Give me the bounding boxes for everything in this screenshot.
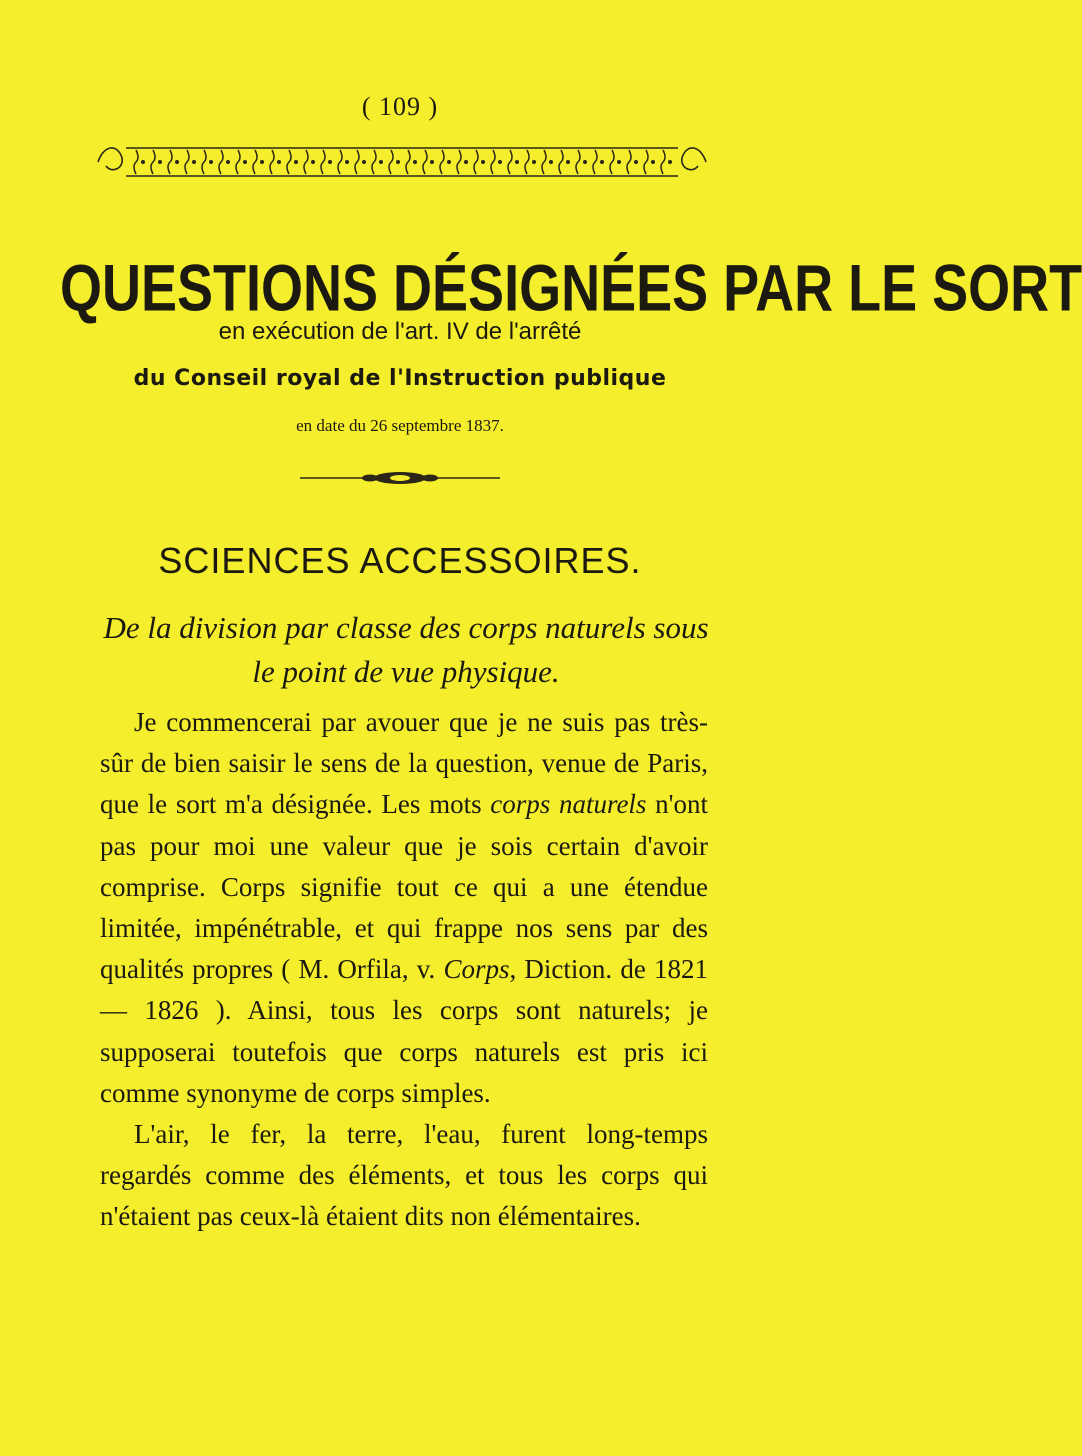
paragraph-2: L'air, le fer, la terre, l'eau, furent long-temps regardés comme des éléments, et tous les corps qui n'étaient pas ceux-là étaient dits non élémentaires.: [100, 1119, 708, 1232]
ornament-link: [406, 150, 410, 174]
ornament-dot: [413, 160, 417, 164]
ornament-dot: [396, 160, 400, 164]
ornament-link: [525, 150, 529, 174]
ornament-dot: [379, 160, 383, 164]
subtitle-line-2: du Conseil royal de l'Instruction publique: [133, 366, 667, 391]
ornament-link: [593, 150, 597, 174]
paragraph-1-text-c: , Diction. de 1821 — 1826 ). Ainsi, tous les corps sont naturels; je supposerai toutefois que corps naturels est pris ici comme synonyme de corps simples.: [100, 954, 708, 1108]
page-number: ( 109 ): [361, 92, 439, 121]
ornament-dot: [498, 160, 502, 164]
ornament-dot: [243, 160, 247, 164]
ornament-link: [202, 150, 206, 174]
ornament-dot: [634, 160, 638, 164]
ornament-dot: [430, 160, 434, 164]
ornament-link: [236, 150, 240, 174]
ornament-dot: [532, 160, 536, 164]
ornament-link: [644, 150, 648, 174]
ornament-dot: [226, 160, 230, 164]
ornament-link: [372, 150, 376, 174]
heading-line-2: le point de vue physique.: [252, 654, 560, 689]
ornament-link: [423, 150, 427, 174]
ornament-dot: [447, 160, 451, 164]
ornament-link: [627, 150, 631, 174]
ornament-link: [287, 150, 291, 174]
ornament-dot: [328, 160, 332, 164]
ornament-link: [610, 150, 614, 174]
main-title: QUESTIONS DÉSIGNÉES PAR LE SORT: [60, 252, 1082, 326]
ornament-dot: [192, 160, 196, 164]
ornament-link: [219, 150, 223, 174]
ornament-link: [134, 150, 138, 174]
ornament-dot: [515, 160, 519, 164]
ornament-link: [185, 150, 189, 174]
paragraph-1-italic-a: corps naturels: [490, 789, 647, 820]
paragraph-1-text-b: n'ont pas pour moi une valeur que je sois certain d'avoir comprise. Corps signifie tout ce qui a une étendue limitée, impénétrable, et qui frappe nos sens par des qualités propres ( M. Orfila, v.: [100, 789, 708, 985]
ornament-link: [253, 150, 257, 174]
ornament-dot: [464, 160, 468, 164]
divider-ornament: [300, 470, 500, 486]
ornament-link: [542, 150, 546, 174]
ornament-link: [474, 150, 478, 174]
ornament-link: [168, 150, 172, 174]
paragraph-1-italic-b: Corps: [443, 954, 510, 985]
ornament-dot: [549, 160, 553, 164]
ornament-link: [270, 150, 274, 174]
ornament-dot: [481, 160, 485, 164]
ornament-link: [389, 150, 393, 174]
ornament-link: [151, 150, 155, 174]
ornament-link: [338, 150, 342, 174]
subtitle-line-1: en exécution de l'art. IV de l'arrêté: [218, 318, 582, 345]
ornament-link: [508, 150, 512, 174]
subtitle-line-3: en date du 26 septembre 1837.: [296, 416, 504, 435]
paragraph-1: [100, 702, 708, 1114]
article-heading: [96, 606, 716, 694]
ornament-dot: [260, 160, 264, 164]
ornament-link: [440, 150, 444, 174]
ornament-dot: [175, 160, 179, 164]
ornament-link: [661, 150, 665, 174]
heading-line-1: De la division par classe des corps naturels sous: [103, 610, 709, 645]
ornament-dot: [311, 160, 315, 164]
ornament-dot: [277, 160, 281, 164]
ornament-dot: [617, 160, 621, 164]
ornament-dot: [209, 160, 213, 164]
body-text: [100, 702, 708, 1238]
ornament-link: [576, 150, 580, 174]
ornament-link: [355, 150, 359, 174]
ornament-link: [559, 150, 563, 174]
ornament-dot: [651, 160, 655, 164]
ornament-dot: [362, 160, 366, 164]
ornament-dot: [668, 160, 672, 164]
ornament-link: [457, 150, 461, 174]
paragraph-1-text-a: Je commencerai par avouer que je ne suis pas très-sûr de bien saisir le sens de la question, venue de Paris, que le sort m'a désignée. Les mots: [100, 707, 708, 820]
ornament-border: [96, 138, 708, 186]
ornament-dot: [600, 160, 604, 164]
ornament-dot: [141, 160, 145, 164]
ornament-link: [321, 150, 325, 174]
section-title: SCIENCES ACCESSOIRES.: [158, 540, 642, 581]
ornament-link: [491, 150, 495, 174]
ornament-dot: [158, 160, 162, 164]
ornament-dot: [566, 160, 570, 164]
ornament-link: [304, 150, 308, 174]
ornament-dot: [294, 160, 298, 164]
ornament-dot: [583, 160, 587, 164]
ornament-dot: [345, 160, 349, 164]
